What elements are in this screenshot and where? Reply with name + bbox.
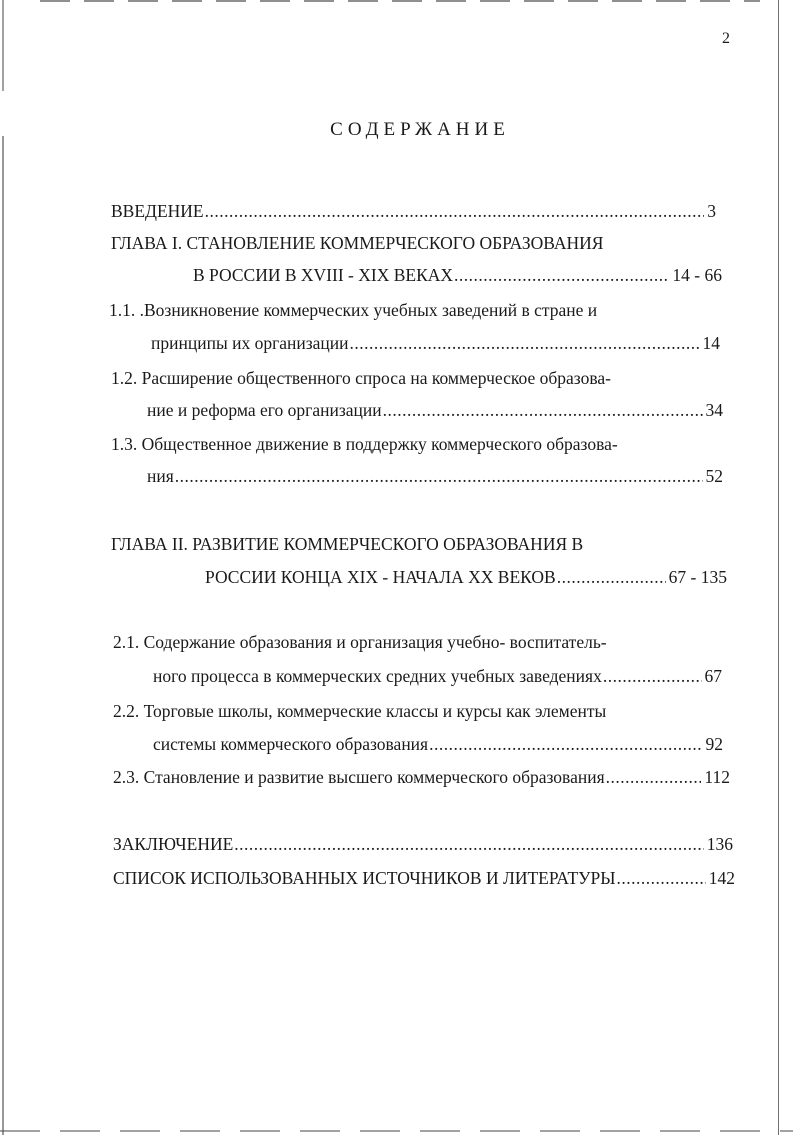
toc-entry-page: 67	[704, 666, 722, 686]
scan-edge-right	[778, 0, 779, 1135]
chapter1-heading-line1[interactable]: ГЛАВА I. СТАНОВЛЕНИЕ КОММЕРЧЕСКОГО ОБРАЗОВАНИЯ	[111, 233, 604, 253]
leader-dots	[606, 765, 702, 789]
toc-entry-chapter1[interactable]	[193, 263, 722, 287]
toc-entry-section-2-2[interactable]	[153, 732, 723, 756]
section-1-3-line1[interactable]: 1.3. Общественное движение в поддержку коммерческого образова-	[111, 434, 618, 454]
toc-entry-page: 112	[704, 767, 730, 787]
toc-entry-label: СПИСОК ИСПОЛЬЗОВАННЫХ ИСТОЧНИКОВ И ЛИТЕРАТУРЫ	[113, 868, 616, 888]
toc-entry-label: ние и реформа его организации	[147, 400, 382, 420]
toc-entry-section-2-1[interactable]	[153, 664, 722, 688]
toc-entry-conclusion[interactable]	[113, 832, 733, 856]
section-2-2-line1[interactable]: 2.2. Торговые школы, коммерческие классы и курсы как элементы	[113, 701, 607, 721]
toc-entry-page: 92	[705, 734, 723, 754]
toc-entry-label: В РОССИИ В XVIII - XIX ВЕКАХ	[193, 265, 454, 285]
toc-entry-label: 2.3. Становление и развитие высшего коммерческого образования	[113, 767, 605, 787]
toc-entry-label: ЗАКЛЮЧЕНИЕ	[113, 834, 234, 854]
toc-entry-page: 52	[705, 466, 723, 486]
toc-entry-section-1-3[interactable]	[147, 464, 723, 488]
toc-entry-section-1-2[interactable]	[147, 398, 723, 422]
toc-entry-page: 14 - 66	[672, 265, 722, 285]
toc-entry-label: РОССИИ КОНЦА XIX - НАЧАЛА XX ВЕКОВ	[205, 567, 556, 587]
toc-entry-label: системы коммерческого образования	[153, 734, 429, 754]
chapter2-heading-line1[interactable]: ГЛАВА II. РАЗВИТИЕ КОММЕРЧЕСКОГО ОБРАЗОВАНИЯ В	[111, 534, 584, 554]
leader-dots	[429, 732, 702, 756]
leader-dots	[175, 464, 703, 488]
toc-entry-label: принципы их организации	[151, 333, 349, 353]
section-1-2-line1[interactable]: 1.2. Расширение общественного спроса на коммерческое образова-	[111, 368, 611, 388]
toc-entry-label: ного процесса в коммерческих средних учебных заведениях	[153, 666, 602, 686]
toc-entry-page: 14	[702, 333, 720, 353]
scan-edge-top	[40, 0, 760, 2]
toc-entry-page: 136	[706, 834, 733, 854]
toc-entry-intro[interactable]	[111, 199, 716, 223]
leader-dots	[603, 664, 702, 688]
scan-edge-left	[2, 0, 4, 1135]
scan-edge-bottom	[0, 1130, 793, 1132]
leader-dots	[205, 199, 705, 223]
toc-entry-label: ВВЕДЕНИЕ	[111, 201, 204, 221]
toc-entry-page: 67 - 135	[668, 567, 727, 587]
leader-dots	[557, 565, 666, 589]
leader-dots	[234, 832, 703, 856]
section-2-1-line1[interactable]: 2.1. Содержание образования и организация учебно- воспитатель-	[113, 632, 607, 652]
page-number: 2	[722, 30, 730, 47]
toc-entry-page: 3	[707, 201, 716, 221]
toc-entry-section-1-1[interactable]	[151, 331, 720, 355]
toc-entry-bibliography[interactable]	[113, 866, 735, 890]
toc-entry-page: 142	[708, 868, 735, 888]
leader-dots	[454, 263, 669, 287]
toc-entry-label: ния	[147, 466, 174, 486]
section-1-1-line1[interactable]: 1.1. .Возникновение коммерческих учебных заведений в стране и	[109, 300, 598, 320]
toc-title: СОДЕРЖАНИЕ	[330, 119, 510, 140]
toc-entry-section-2-3[interactable]	[113, 765, 730, 789]
leader-dots	[383, 398, 703, 422]
toc-entry-page: 34	[705, 400, 723, 420]
leader-dots	[350, 331, 700, 355]
toc-entry-chapter2[interactable]	[205, 565, 727, 589]
leader-dots	[617, 866, 706, 890]
